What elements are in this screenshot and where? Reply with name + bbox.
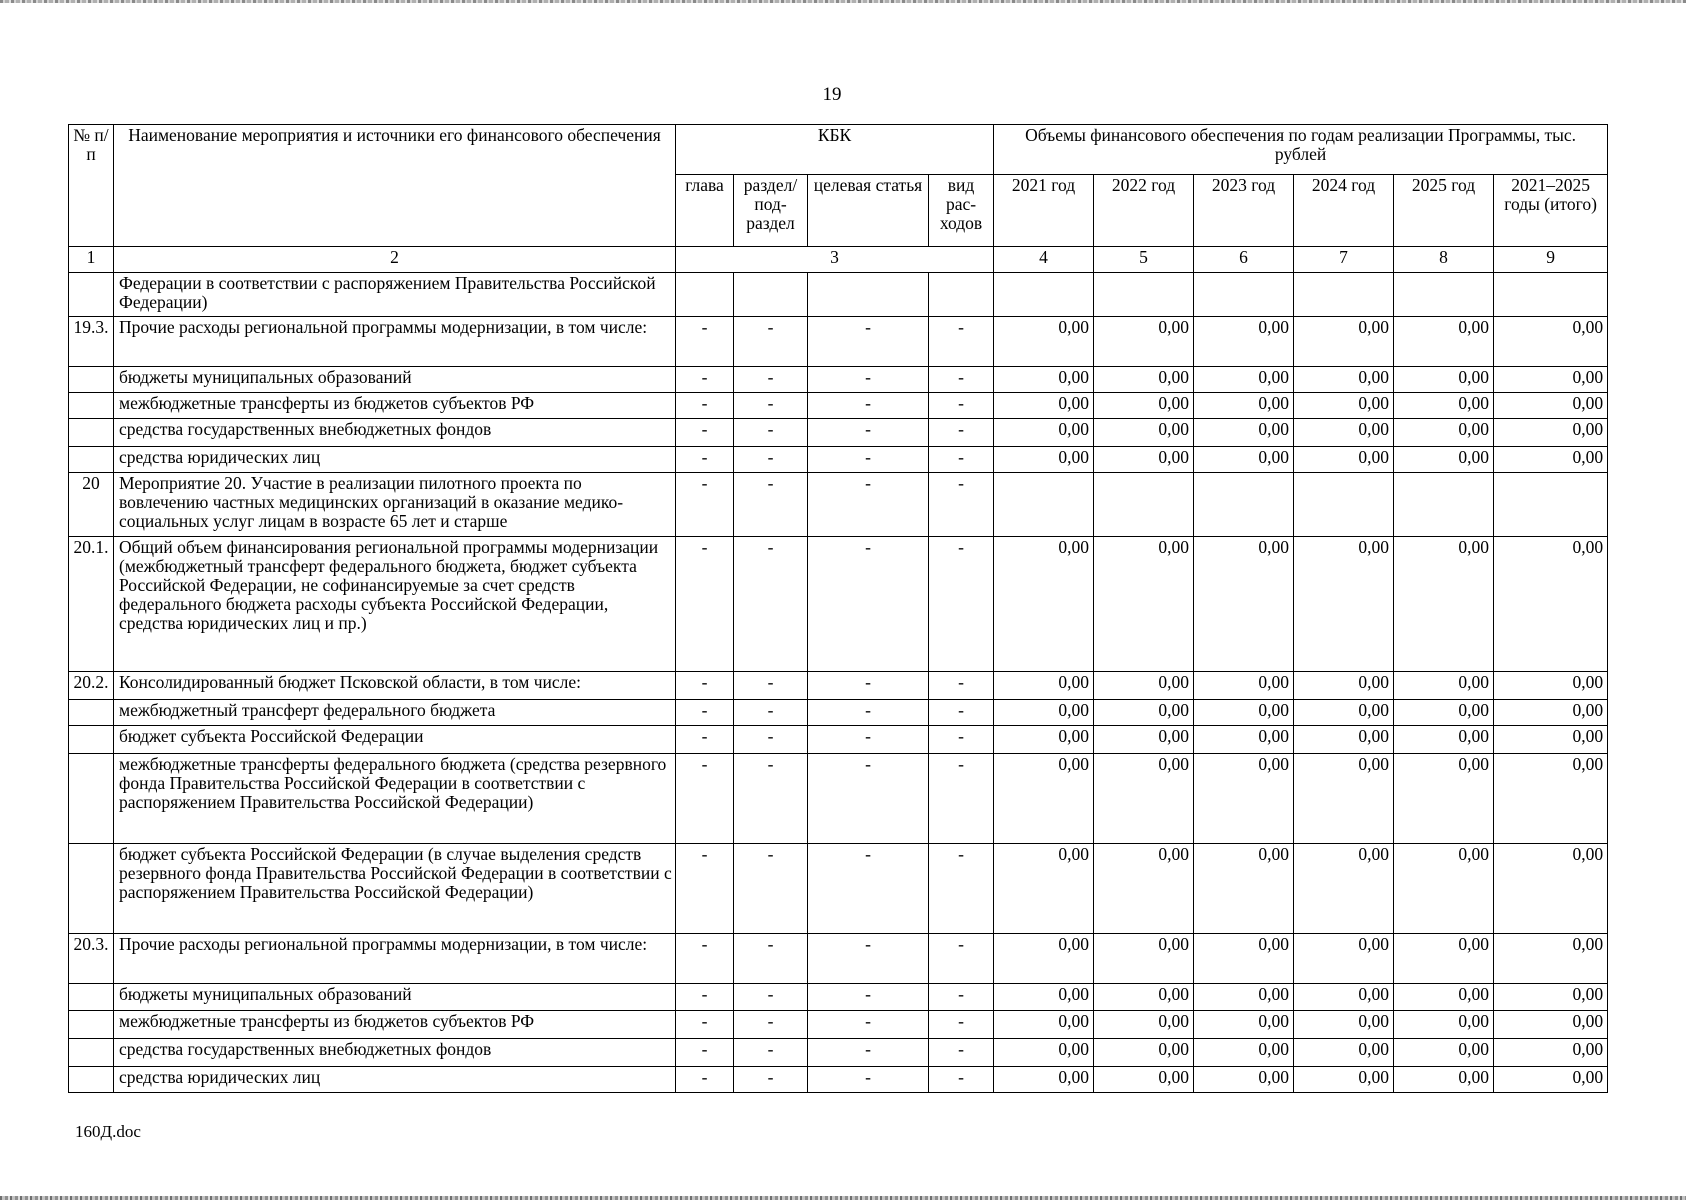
kbk-cell: - xyxy=(929,317,994,367)
kbk-cell xyxy=(734,273,808,317)
header-vid: вид рас- ходов xyxy=(929,175,994,247)
amount-cell: 0,00 xyxy=(1494,393,1608,419)
amount-cell xyxy=(1094,273,1194,317)
footer-filename: 160Д.doc xyxy=(75,1122,141,1141)
header-kbk: КБК xyxy=(676,125,994,175)
kbk-cell: - xyxy=(808,317,929,367)
amount-cell: 0,00 xyxy=(1094,447,1194,473)
table-row xyxy=(69,473,1608,537)
amount-cell xyxy=(1494,273,1608,317)
kbk-cell: - xyxy=(929,447,994,473)
row-number xyxy=(69,1039,114,1067)
amount-cell: 0,00 xyxy=(994,317,1094,367)
table-row xyxy=(69,1039,1608,1067)
table-row xyxy=(69,672,1608,700)
amount-cell: 0,00 xyxy=(1294,700,1394,726)
amount-cell: 0,00 xyxy=(1194,317,1294,367)
amount-cell: 0,00 xyxy=(1094,1011,1194,1039)
kbk-cell: - xyxy=(808,700,929,726)
amount-cell: 0,00 xyxy=(994,984,1094,1011)
amount-cell: 0,00 xyxy=(1294,672,1394,700)
table-header xyxy=(69,125,1608,273)
kbk-cell: - xyxy=(676,1011,734,1039)
table-row xyxy=(69,447,1608,473)
amount-cell: 0,00 xyxy=(1094,844,1194,934)
kbk-cell: - xyxy=(808,1067,929,1093)
amount-cell: 0,00 xyxy=(1394,700,1494,726)
kbk-cell: - xyxy=(734,317,808,367)
row-number: 20.1. xyxy=(69,537,114,672)
amount-cell: 0,00 xyxy=(1294,419,1394,447)
amount-cell: 0,00 xyxy=(1094,1067,1194,1093)
index-cell: 3 xyxy=(676,247,994,273)
kbk-cell: - xyxy=(734,367,808,393)
amount-cell: 0,00 xyxy=(994,1011,1094,1039)
amount-cell: 0,00 xyxy=(1394,447,1494,473)
kbk-cell: - xyxy=(676,754,734,844)
amount-cell: 0,00 xyxy=(1394,537,1494,672)
amount-cell: 0,00 xyxy=(1294,1011,1394,1039)
row-number xyxy=(69,700,114,726)
kbk-cell: - xyxy=(676,317,734,367)
kbk-cell: - xyxy=(734,984,808,1011)
amount-cell: 0,00 xyxy=(1394,754,1494,844)
row-name: межбюджетный трансферт федерального бюджета xyxy=(114,700,676,726)
amount-cell: 0,00 xyxy=(1494,419,1608,447)
amount-cell: 0,00 xyxy=(1394,934,1494,984)
amount-cell xyxy=(1394,273,1494,317)
header-2025: 2025 год xyxy=(1394,175,1494,247)
amount-cell: 0,00 xyxy=(1094,317,1194,367)
row-number xyxy=(69,726,114,754)
row-number xyxy=(69,419,114,447)
kbk-cell: - xyxy=(929,754,994,844)
kbk-cell: - xyxy=(929,393,994,419)
amount-cell: 0,00 xyxy=(1494,984,1608,1011)
table-row xyxy=(69,700,1608,726)
amount-cell: 0,00 xyxy=(1494,367,1608,393)
amount-cell xyxy=(1194,473,1294,537)
index-cell: 2 xyxy=(114,247,676,273)
kbk-cell: - xyxy=(929,537,994,672)
amount-cell: 0,00 xyxy=(1194,844,1294,934)
row-name: Прочие расходы региональной программы модернизации, в том числе: xyxy=(114,934,676,984)
amount-cell: 0,00 xyxy=(1494,672,1608,700)
amount-cell: 0,00 xyxy=(1194,726,1294,754)
row-number xyxy=(69,844,114,934)
amount-cell: 0,00 xyxy=(1294,934,1394,984)
amount-cell: 0,00 xyxy=(994,1039,1094,1067)
header-glava: глава xyxy=(676,175,734,247)
amount-cell: 0,00 xyxy=(1194,367,1294,393)
kbk-cell: - xyxy=(676,726,734,754)
header-celevaya: целевая статья xyxy=(808,175,929,247)
amount-cell: 0,00 xyxy=(994,726,1094,754)
kbk-cell: - xyxy=(734,447,808,473)
amount-cell: 0,00 xyxy=(1294,317,1394,367)
kbk-cell: - xyxy=(676,537,734,672)
amount-cell: 0,00 xyxy=(1194,984,1294,1011)
amount-cell: 0,00 xyxy=(1294,844,1394,934)
kbk-cell: - xyxy=(734,844,808,934)
amount-cell: 0,00 xyxy=(1294,754,1394,844)
kbk-cell: - xyxy=(734,672,808,700)
kbk-cell: - xyxy=(734,934,808,984)
amount-cell: 0,00 xyxy=(994,1067,1094,1093)
row-name: межбюджетные трансферты федерального бюджета (средства резервного фонда Правительства Российской Федерации в соответствии с распоряжением Правительства Российской Федерации) xyxy=(114,754,676,844)
amount-cell xyxy=(1494,473,1608,537)
amount-cell: 0,00 xyxy=(1194,1039,1294,1067)
amount-cell: 0,00 xyxy=(1394,844,1494,934)
amount-cell: 0,00 xyxy=(994,419,1094,447)
amount-cell xyxy=(1094,473,1194,537)
amount-cell: 0,00 xyxy=(994,754,1094,844)
amount-cell: 0,00 xyxy=(1494,1067,1608,1093)
row-name: средства государственных внебюджетных фондов xyxy=(114,419,676,447)
table-row xyxy=(69,367,1608,393)
kbk-cell: - xyxy=(808,1039,929,1067)
header-2023: 2023 год xyxy=(1194,175,1294,247)
row-number: 20 xyxy=(69,473,114,537)
amount-cell: 0,00 xyxy=(1494,754,1608,844)
kbk-cell: - xyxy=(929,1067,994,1093)
table-row xyxy=(69,393,1608,419)
amount-cell xyxy=(994,273,1094,317)
kbk-cell: - xyxy=(734,537,808,672)
kbk-cell: - xyxy=(808,754,929,844)
kbk-cell: - xyxy=(929,419,994,447)
row-name: Общий объем финансирования региональной программы модернизации (межбюджетный трансферт федерального бюджета, бюджет субъекта Российской Федерации, не софинансируемые за счет средств федерального бюджета расходы субъекта Российской Федерации, средства юридических лиц и пр.) xyxy=(114,537,676,672)
amount-cell: 0,00 xyxy=(1094,726,1194,754)
row-name: бюджеты муниципальных образований xyxy=(114,984,676,1011)
row-number xyxy=(69,1067,114,1093)
amount-cell: 0,00 xyxy=(1294,984,1394,1011)
table-row xyxy=(69,726,1608,754)
index-cell: 1 xyxy=(69,247,114,273)
header-num: № п/п xyxy=(69,125,114,247)
row-number xyxy=(69,754,114,844)
row-name: бюджет субъекта Российской Федерации xyxy=(114,726,676,754)
amount-cell: 0,00 xyxy=(1294,447,1394,473)
amount-cell: 0,00 xyxy=(1394,1067,1494,1093)
kbk-cell: - xyxy=(929,726,994,754)
index-cell: 8 xyxy=(1394,247,1494,273)
amount-cell: 0,00 xyxy=(1294,1039,1394,1067)
amount-cell: 0,00 xyxy=(1394,1011,1494,1039)
kbk-cell: - xyxy=(734,393,808,419)
amount-cell: 0,00 xyxy=(1194,1011,1294,1039)
amount-cell: 0,00 xyxy=(1494,844,1608,934)
amount-cell: 0,00 xyxy=(994,537,1094,672)
amount-cell: 0,00 xyxy=(1094,1039,1194,1067)
amount-cell: 0,00 xyxy=(1294,393,1394,419)
header-2021: 2021 год xyxy=(994,175,1094,247)
table-row xyxy=(69,317,1608,367)
row-name: бюджет субъекта Российской Федерации (в случае выделения средств резервного фонда Правительства Российской Федерации в соответствии с распоряжением Правительства Российской Федерации) xyxy=(114,844,676,934)
kbk-cell: - xyxy=(676,672,734,700)
amount-cell: 0,00 xyxy=(1194,537,1294,672)
kbk-cell: - xyxy=(734,419,808,447)
kbk-cell: - xyxy=(734,473,808,537)
table-row xyxy=(69,844,1608,934)
amount-cell: 0,00 xyxy=(994,393,1094,419)
kbk-cell: - xyxy=(676,984,734,1011)
amount-cell: 0,00 xyxy=(1094,984,1194,1011)
amount-cell: 0,00 xyxy=(1094,934,1194,984)
row-name: Мероприятие 20. Участие в реализации пилотного проекта по вовлечению частных медицинских организаций в оказание медико-социальных услуг лицам в возрасте 65 лет и старше xyxy=(114,473,676,537)
kbk-cell: - xyxy=(808,419,929,447)
kbk-cell: - xyxy=(808,726,929,754)
index-cell: 4 xyxy=(994,247,1094,273)
amount-cell: 0,00 xyxy=(994,700,1094,726)
amount-cell: 0,00 xyxy=(1094,672,1194,700)
header-volumes: Объемы финансового обеспечения по годам реализации Программы, тыс. рублей xyxy=(994,125,1608,175)
amount-cell: 0,00 xyxy=(1394,367,1494,393)
kbk-cell: - xyxy=(929,1011,994,1039)
header-name: Наименование мероприятия и источники его финансового обеспечения xyxy=(114,125,676,247)
index-cell: 6 xyxy=(1194,247,1294,273)
amount-cell: 0,00 xyxy=(994,672,1094,700)
financing-table xyxy=(68,124,1608,1093)
kbk-cell: - xyxy=(676,367,734,393)
amount-cell: 0,00 xyxy=(1194,700,1294,726)
kbk-cell: - xyxy=(929,367,994,393)
table-row xyxy=(69,754,1608,844)
amount-cell: 0,00 xyxy=(1094,393,1194,419)
amount-cell: 0,00 xyxy=(1094,367,1194,393)
amount-cell: 0,00 xyxy=(994,447,1094,473)
kbk-cell: - xyxy=(734,726,808,754)
row-name: средства юридических лиц xyxy=(114,1067,676,1093)
row-number xyxy=(69,984,114,1011)
amount-cell: 0,00 xyxy=(1194,1067,1294,1093)
kbk-cell: - xyxy=(929,934,994,984)
kbk-cell: - xyxy=(929,984,994,1011)
row-name: Консолидированный бюджет Псковской области, в том числе: xyxy=(114,672,676,700)
kbk-cell xyxy=(676,273,734,317)
kbk-cell: - xyxy=(676,1039,734,1067)
row-name: межбюджетные трансферты из бюджетов субъектов РФ xyxy=(114,1011,676,1039)
page-number: 19 xyxy=(822,84,842,105)
amount-cell: 0,00 xyxy=(1094,419,1194,447)
row-number xyxy=(69,367,114,393)
header-total: 2021–2025 годы (итого) xyxy=(1494,175,1608,247)
kbk-cell: - xyxy=(676,473,734,537)
index-cell: 9 xyxy=(1494,247,1608,273)
amount-cell: 0,00 xyxy=(1394,984,1494,1011)
amount-cell: 0,00 xyxy=(1394,726,1494,754)
row-number: 20.3. xyxy=(69,934,114,984)
amount-cell: 0,00 xyxy=(1194,447,1294,473)
kbk-cell: - xyxy=(929,672,994,700)
row-number xyxy=(69,1011,114,1039)
kbk-cell: - xyxy=(808,393,929,419)
amount-cell: 0,00 xyxy=(1494,1039,1608,1067)
kbk-cell xyxy=(808,273,929,317)
amount-cell: 0,00 xyxy=(1394,672,1494,700)
amount-cell: 0,00 xyxy=(1094,754,1194,844)
kbk-cell: - xyxy=(808,1011,929,1039)
table-row xyxy=(69,934,1608,984)
kbk-cell: - xyxy=(808,537,929,672)
amount-cell: 0,00 xyxy=(1194,419,1294,447)
kbk-cell: - xyxy=(676,700,734,726)
row-name: Прочие расходы региональной программы модернизации, в том числе: xyxy=(114,317,676,367)
amount-cell: 0,00 xyxy=(1094,700,1194,726)
row-number xyxy=(69,447,114,473)
kbk-cell xyxy=(929,273,994,317)
table-row xyxy=(69,537,1608,672)
kbk-cell: - xyxy=(808,473,929,537)
amount-cell: 0,00 xyxy=(1494,447,1608,473)
kbk-cell: - xyxy=(734,700,808,726)
kbk-cell: - xyxy=(676,844,734,934)
amount-cell: 0,00 xyxy=(1194,754,1294,844)
row-name: бюджеты муниципальных образований xyxy=(114,367,676,393)
amount-cell: 0,00 xyxy=(1294,1067,1394,1093)
scan-edge-top xyxy=(0,0,1686,3)
kbk-cell: - xyxy=(808,934,929,984)
kbk-cell: - xyxy=(676,419,734,447)
amount-cell: 0,00 xyxy=(1194,934,1294,984)
amount-cell xyxy=(1294,273,1394,317)
table-row xyxy=(69,1011,1608,1039)
kbk-cell: - xyxy=(808,844,929,934)
amount-cell: 0,00 xyxy=(1494,934,1608,984)
amount-cell: 0,00 xyxy=(1494,537,1608,672)
kbk-cell: - xyxy=(808,984,929,1011)
row-name: Федерации в соответствии с распоряжением Правительства Российской Федерации) xyxy=(114,273,676,317)
row-number xyxy=(69,273,114,317)
table-row xyxy=(69,419,1608,447)
kbk-cell: - xyxy=(676,393,734,419)
amount-cell: 0,00 xyxy=(1394,317,1494,367)
amount-cell: 0,00 xyxy=(1194,393,1294,419)
header-2022: 2022 год xyxy=(1094,175,1194,247)
index-cell: 7 xyxy=(1294,247,1394,273)
amount-cell: 0,00 xyxy=(1394,419,1494,447)
amount-cell xyxy=(1394,473,1494,537)
row-number: 20.2. xyxy=(69,672,114,700)
kbk-cell: - xyxy=(808,447,929,473)
amount-cell: 0,00 xyxy=(1494,700,1608,726)
amount-cell xyxy=(1194,273,1294,317)
amount-cell: 0,00 xyxy=(994,367,1094,393)
kbk-cell: - xyxy=(734,1011,808,1039)
amount-cell: 0,00 xyxy=(1294,537,1394,672)
amount-cell xyxy=(994,473,1094,537)
amount-cell: 0,00 xyxy=(1394,1039,1494,1067)
amount-cell: 0,00 xyxy=(1094,537,1194,672)
index-cell: 5 xyxy=(1094,247,1194,273)
amount-cell: 0,00 xyxy=(1294,726,1394,754)
kbk-cell: - xyxy=(929,700,994,726)
amount-cell: 0,00 xyxy=(1394,393,1494,419)
amount-cell: 0,00 xyxy=(1194,672,1294,700)
amount-cell: 0,00 xyxy=(1494,1011,1608,1039)
header-2024: 2024 год xyxy=(1294,175,1394,247)
kbk-cell: - xyxy=(929,844,994,934)
kbk-cell: - xyxy=(808,672,929,700)
table-row xyxy=(69,273,1608,317)
table-body xyxy=(69,273,1608,1093)
amount-cell: 0,00 xyxy=(994,844,1094,934)
table-row xyxy=(69,984,1608,1011)
amount-cell: 0,00 xyxy=(1494,726,1608,754)
kbk-cell: - xyxy=(734,1039,808,1067)
kbk-cell: - xyxy=(676,1067,734,1093)
kbk-cell: - xyxy=(929,473,994,537)
table-row xyxy=(69,1067,1608,1093)
amount-cell xyxy=(1294,473,1394,537)
kbk-cell: - xyxy=(808,367,929,393)
amount-cell: 0,00 xyxy=(994,934,1094,984)
kbk-cell: - xyxy=(734,1067,808,1093)
kbk-cell: - xyxy=(676,934,734,984)
header-razdel: раздел/ под- раздел xyxy=(734,175,808,247)
amount-cell: 0,00 xyxy=(1294,367,1394,393)
row-name: средства юридических лиц xyxy=(114,447,676,473)
kbk-cell: - xyxy=(734,754,808,844)
row-name: межбюджетные трансферты из бюджетов субъектов РФ xyxy=(114,393,676,419)
kbk-cell: - xyxy=(676,447,734,473)
scan-edge-bottom xyxy=(0,1196,1686,1200)
amount-cell: 0,00 xyxy=(1494,317,1608,367)
kbk-cell: - xyxy=(929,1039,994,1067)
row-name: средства государственных внебюджетных фондов xyxy=(114,1039,676,1067)
row-number xyxy=(69,393,114,419)
row-number: 19.3. xyxy=(69,317,114,367)
